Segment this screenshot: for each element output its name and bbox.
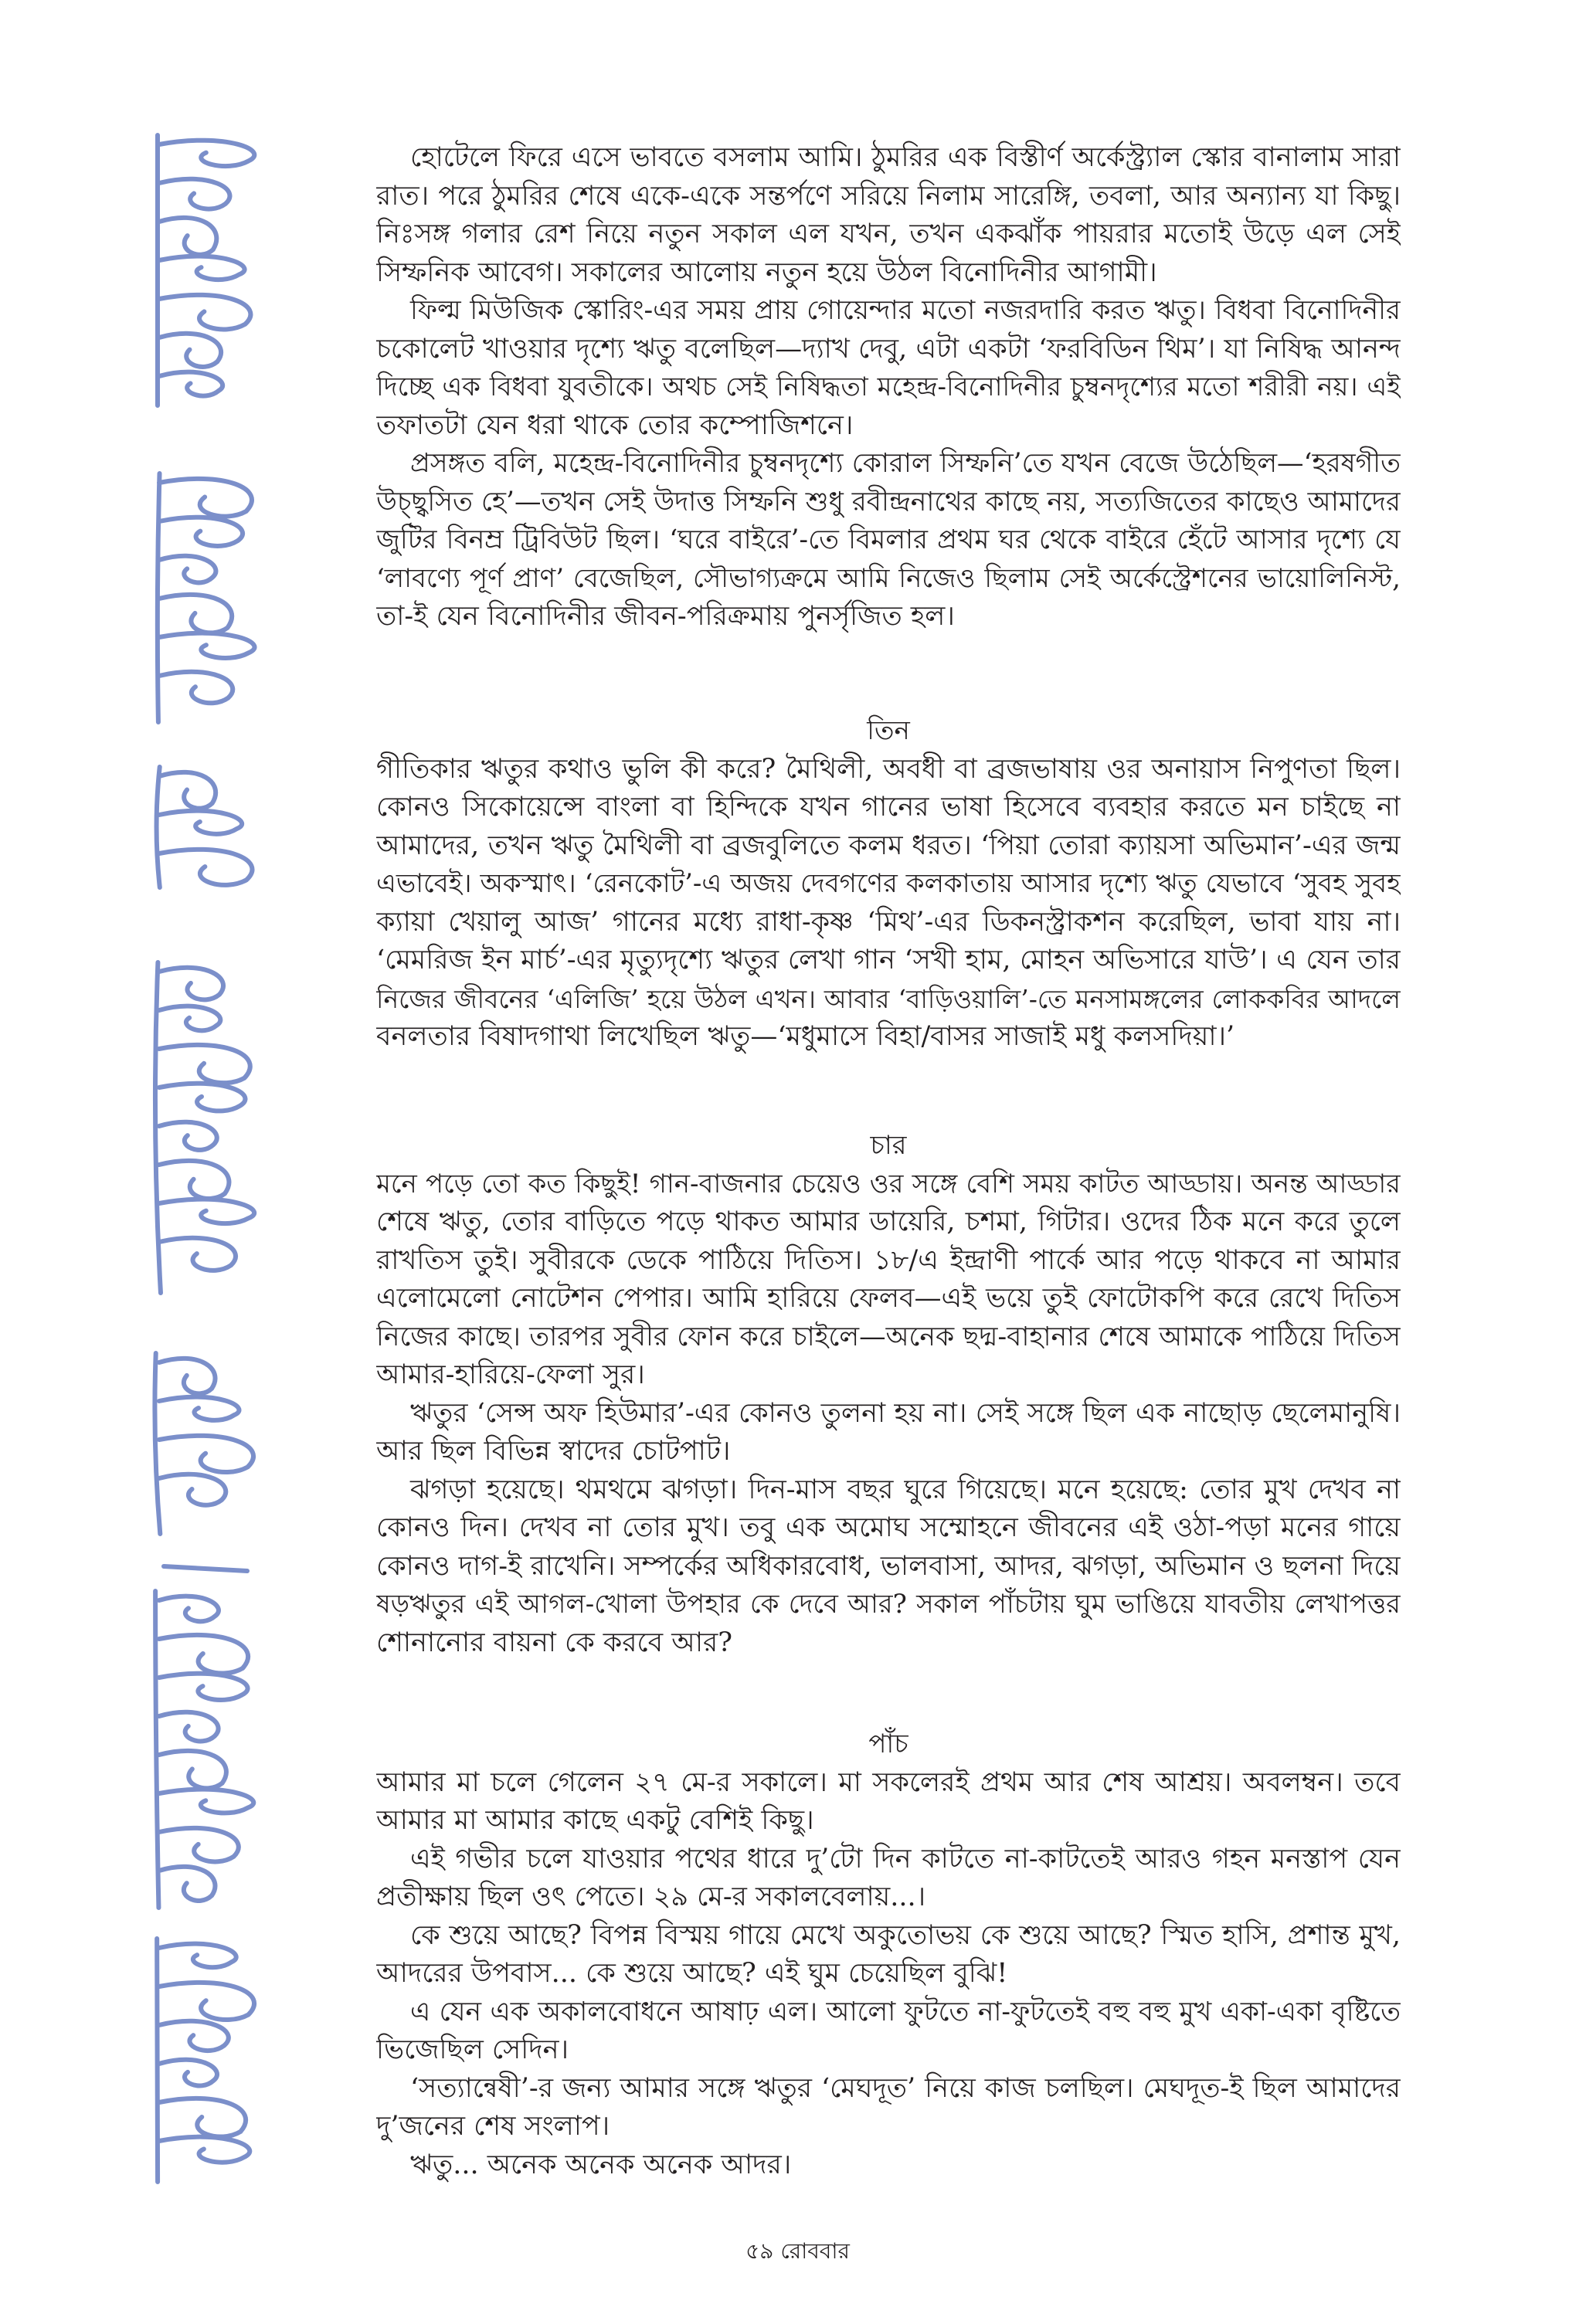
ink-stroke: [155, 1591, 253, 1908]
page-number: ৫৯: [745, 2238, 774, 2264]
section-intro: [376, 139, 1401, 636]
paragraph: [376, 1917, 1401, 1993]
paragraph: [376, 1764, 1401, 1841]
ink-stroke: [155, 962, 254, 1293]
text-line: দু’জনের শেষ সংলাপ।: [376, 2111, 610, 2142]
text-line: রাখতিস তুই। সুবীরকে ডেকে পাঠিয়ে দিতিস। ১৮/এ ইন্দ্রাণী পার্কে আর পড়ে থাকবে না আমার: [376, 1244, 1401, 1276]
text-line: আমার-হারিয়ে-ফেলা সুর।: [376, 1359, 645, 1390]
paragraph: [376, 1841, 1401, 1917]
text-line: আমার মা চলে গেলেন ২৭ মে-র সকালে। মা সকলেরই প্রথম আর শেষ আশ্রয়। অবলম্বন। তবে: [376, 1766, 1401, 1798]
text-line: ঝগড়া হয়েছে। থমথমে ঝগড়া। দিন-মাস বছর ঘুরে গিয়েছে। মনে হয়েছে: তোর মুখ দেখব না: [410, 1474, 1401, 1505]
text-line: আমাদের, তখন ঋতু মৈথিলী বা ব্রজবুলিতে কলম ধরত। ‘পিয়া তোরা ক্যায়সা অভিমান’-এর জন্ম: [376, 830, 1401, 861]
text-line: ষড়ঋতুর এই আগল-খোলা উপহার কে দেবে আর? সকাল পাঁচটায় ঘুম ভাঙিয়ে যাবতীয় লেখাপত্তর: [376, 1589, 1401, 1620]
handwritten-dedication: [131, 124, 286, 2209]
text-line: এভাবেই। অকস্মাৎ। ‘রেনকোট’-এ অজয় দেবগণের কলকাতায় আসার দৃশ্যে ঋতু যেভাবে ‘সুবহ সুবহ: [376, 868, 1401, 899]
paragraph: [376, 139, 1401, 292]
text-line: আমার মা আমার কাছে একটু বেশিই কিছু।: [376, 1805, 814, 1836]
text-line: ‘লাবণ্যে পূর্ণ প্রাণ’ বেজেছিল, সৌভাগ্যক্রমে আমি নিজেও ছিলাম সেই অর্কেস্ট্রেশনের ভায়োলিনিস্ট,: [376, 562, 1401, 594]
paragraph: [376, 1471, 1401, 1663]
text-line: রাত। পরে ঠুমরির শেষে একে-একে সন্তর্পণে সরিয়ে নিলাম সারেঙ্গি, তবলা, আর অন্যান্য যা কিছু।: [376, 180, 1401, 212]
text-line: হোটেলে ফিরে এসে ভাবতে বসলাম আমি। ঠুমরির এক বিস্তীর্ণ অর্কেস্ট্র্যাল স্কোর বানালাম সারা: [410, 142, 1401, 173]
section-three: [376, 712, 1401, 1057]
text-line: নিজের কাছে। তারপর সুবীর ফোন করে চাইলে—অনেক ছদ্ম-বাহানার শেষে আমাকে পাঠিয়ে দিতিস: [376, 1321, 1401, 1352]
text-line: শেষে ঋতু, তোর বাড়িতে পড়ে থাকত আমার ডায়েরি, চশমা, গিটার। ওদের ঠিক মনে করে তুলে: [376, 1206, 1401, 1237]
text-line: নিজের জীবনের ‘এলিজি’ হয়ে উঠল এখন। আবার ‘বাড়িওয়ালি’-তে মনসামঙ্গলের লোককবির আদলে: [376, 983, 1401, 1014]
text-line: ঋতু... অনেক অনেক অনেক আদর।: [410, 2149, 792, 2180]
text-line: কোনও সিকোয়েন্সে বাংলা বা হিন্দিকে যখন গানের ভাষা হিসেবে ব্যবহার করতে মন চাইছে না: [376, 792, 1401, 823]
section-four: [376, 1127, 1401, 1662]
text-line: কে শুয়ে আছে? বিপন্ন বিস্ময় গায়ে মেখে অকুতোভয় কে শুয়ে আছে? স্মিত হাসি, প্রশান্ত মুখ,: [410, 1919, 1401, 1951]
paragraph: [376, 1165, 1401, 1395]
text-line: দিচ্ছে এক বিধবা যুবতীকে। অথচ সেই নিষিদ্ধতা মহেন্দ্র-বিনোদিনীর চুম্বনদৃশ্যের মতো শরীরী নয়। এই: [376, 372, 1401, 402]
text-line: আদরের উপবাস... কে শুয়ে আছে? এই ঘুম চেয়েছিল বুঝি!: [376, 1958, 1008, 1989]
ink-stroke: [158, 135, 254, 405]
text-line: নিঃসঙ্গ গলার রেশ নিয়ে নতুন সকাল এল যখন, তখন একঝাঁক পায়রার মতোই উড়ে এল সেই: [376, 219, 1401, 249]
text-line: গীতিকার ঋতুর কথাও ভুলি কী করে? মৈথিলী, অবধী বা ব্রজভাষায় ওর অনায়াস নিপুণতা ছিল।: [376, 753, 1401, 785]
magazine-name: রোববার: [780, 2238, 850, 2264]
paragraph: [376, 2070, 1401, 2146]
ink-stroke: [158, 473, 255, 722]
section-heading: তিন: [867, 715, 910, 746]
text-line: ‘সত্যান্বেষী’-র জন্য আমার সঙ্গে ঋতুর ‘মেঘদূত’ নিয়ে কাজ চলছিল। মেঘদূত-ই ছিল আমাদের: [410, 2072, 1401, 2104]
text-line: শোনানোর বায়না কে করবে আর?: [376, 1627, 733, 1658]
text-line: তা-ই যেন বিনোদিনীর জীবন-পরিক্রমায় পুনর্সৃজিত হল।: [376, 601, 955, 632]
text-line: উচ্ছ্বসিত হে’—তখন সেই উদাত্ত সিম্ফনি শুধু রবীন্দ্রনাথের কাছে নয়, সত্যজিতের কাছেও আমাদের: [376, 486, 1401, 517]
text-line: প্রসঙ্গত বলি, মহেন্দ্র-বিনোদিনীর চুম্বনদৃশ্যে কোরাল সিম্ফনি’তে যখন বেজে উঠেছিল—‘হরষগীত: [410, 448, 1401, 479]
text-line: এলোমেলো নোটেশন পেপার। আমি হারিয়ে ফেলব—এই ভয়ে তুই ফোটোকপি করে রেখে দিতিস: [376, 1283, 1401, 1314]
ink-stroke: [164, 1566, 247, 1571]
text-line: এই গভীর চলে যাওয়ার পথের ধারে দু’টো দিন কাটতে না-কাটতেই আরও গহন মনস্তাপ যেন: [410, 1843, 1401, 1874]
text-line: কোনও দিন। দেখব না তোর মুখ। তবু এক অমোঘ সম্মোহনে জীবনের এই ওঠা-পড়া মনের গায়ে: [376, 1512, 1401, 1543]
text-line: কোনও দাগ-ই রাখেনি। সম্পর্কের অধিকারবোধ, ভালবাসা, আদর, ঝগড়া, অভিমান ও ছলনা দিয়ে: [376, 1550, 1401, 1582]
section-heading: পাঁচ: [868, 1729, 908, 1759]
text-line: জুটির বিনম্র ট্রিবিউট ছিল। ‘ঘরে বাইরে’-তে বিমলার প্রথম ঘর থেকে বাইরে হেঁটে আসার দৃশ্যে যে: [376, 524, 1401, 555]
ink-stroke: [157, 767, 253, 887]
paragraph: [376, 751, 1401, 1057]
text-line: মনে পড়ে তো কত কিছুই! গান-বাজনার চেয়েও ওর সঙ্গে বেশি সময় কাটত আড্ডায়। অনন্ত আড্ডার: [376, 1168, 1401, 1199]
page-footer: [0, 2234, 1569, 2268]
ink-stroke: [157, 1939, 254, 2182]
text-line: প্রতীক্ষায় ছিল ওৎ পেতে। ২৯ মে-র সকালবেলায়...।: [376, 1881, 926, 1912]
paragraph: [376, 1395, 1401, 1471]
text-line: সিম্ফনিক আবেগ। সকালের আলোয় নতুন হয়ে উঠল বিনোদিনীর আগামী।: [376, 256, 1157, 288]
ink-stroke: [155, 1353, 253, 1534]
paragraph: [376, 1993, 1401, 2070]
text-line: ফিল্ম মিউজিক স্কোরিং-এর সময় প্রায় গোয়েন্দার মতো নজরদারি করত ঋতু। বিধবা বিনোদিনীর: [410, 295, 1401, 326]
text-line: ক্যায়া খেয়ালু আজ’ গানের মধ্যে রাধা-কৃষ্ণ ‘মিথ’-এর ডিকনস্ট্রাকশন করেছিল, ভাবা যায় না।: [376, 906, 1401, 938]
text-line: ভিজেছিল সেদিন।: [376, 2034, 569, 2065]
text-line: ঋতুর ‘সেন্স অফ হিউমার’-এর কোনও তুলনা হয় না। সেই সঙ্গে ছিল এক নাছোড় ছেলেমানুষি।: [410, 1397, 1401, 1429]
text-line: ‘মেমরিজ ইন মার্চ’-এর মৃত্যুদৃশ্যে ঋতুর লেখা গান ‘সখী হাম, মোহন অভিসারে যাউ’। এ যেন তার: [376, 945, 1401, 975]
text-line: এ যেন এক অকালবোধনে আষাঢ় এল। আলো ফুটতে না-ফুটতেই বহু বহু মুখ একা-একা বৃষ্টিতে: [410, 1996, 1401, 2027]
section-five: [376, 1725, 1401, 2184]
paragraph: [376, 445, 1401, 636]
paragraph: [376, 292, 1401, 445]
text-line: চকোলেট খাওয়ার দৃশ্যে ঋতু বলেছিল—দ্যাখ দেবু, এটা একটা ‘ফরবিডিন থিম’। যা নিষিদ্ধ আনন্দ: [376, 333, 1401, 365]
text-line: তফাতটা যেন ধরা থাকে তোর কম্পোজিশনে।: [376, 409, 854, 441]
paragraph: [376, 2146, 1401, 2185]
section-heading: চার: [870, 1130, 907, 1161]
text-line: বনলতার বিষাদগাথা লিখেছিল ঋতু—‘মধুমাসে বিহা/বাসর সাজাই মধু কলসদিয়া।’: [376, 1021, 1235, 1052]
text-line: আর ছিল বিভিন্ন স্বাদের চোটপাট।: [376, 1436, 731, 1467]
